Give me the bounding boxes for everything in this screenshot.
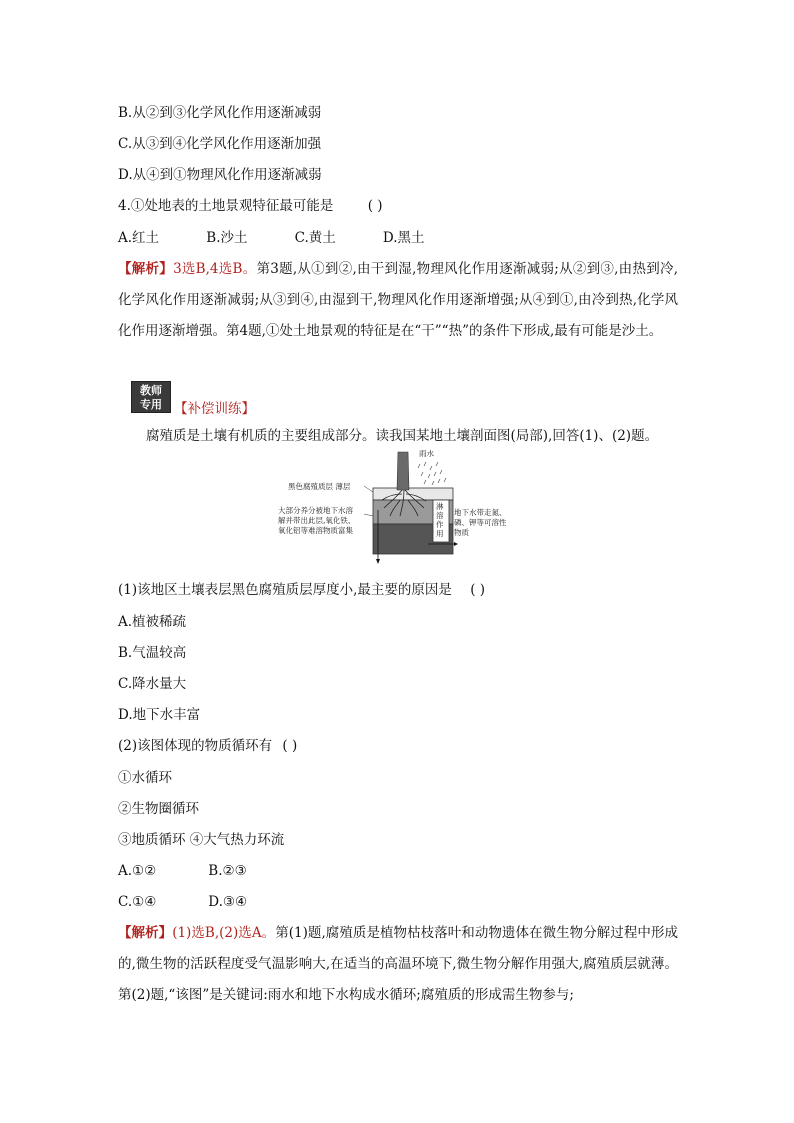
- rain-label: 雨水: [419, 449, 434, 458]
- option-2c: C.①④: [118, 894, 157, 910]
- right-note: [454, 508, 507, 538]
- left-note-2: 解并带出此层,氧化铁、: [278, 516, 356, 525]
- badge-line-1: 教师: [140, 384, 162, 397]
- option-1d: D.地下水丰富: [118, 707, 201, 723]
- left-note-1: 大部分养分被地下水溶: [278, 506, 353, 515]
- right-arrow-head: [454, 542, 458, 546]
- analysis-answer: 3选B,4选B。: [173, 261, 257, 277]
- option-3b: B.从②到③化学风化作用逐渐减弱: [118, 105, 322, 121]
- supplement-intro: 腐殖质是土壤有机质的主要组成部分。读我国某地土壤剖面图(局部),回答(1)、(2)题。: [146, 428, 659, 444]
- question-1-text: (1)该地区土壤表层黑色腐殖质层厚度小,最主要的原因是: [118, 582, 452, 598]
- option-4b: B.沙土: [206, 230, 248, 246]
- analysis-tag: 【解析】: [118, 261, 174, 277]
- right-note-2: 磷、钾等可溶性: [454, 518, 507, 527]
- answer-bracket: ( ): [367, 198, 383, 214]
- option-4a: A.红土: [118, 230, 160, 246]
- left-note-3: 氧化铝等难溶物质富集: [278, 526, 353, 535]
- analysis-body: 第(1)题,腐殖质是植物枯枝落叶和动物遗体在微生物分解过程中形成的,微生物的活跃程度受气温影响大,在适当的高温环境下,微生物分解作用强大,腐殖质层就薄。第(2)题,“该图”是关键词:雨水和地下水构成水循环;腐殖质的形成需生物参与;: [118, 925, 678, 1003]
- option-2d: D.③④: [208, 894, 248, 910]
- right-note-3: 物质: [454, 528, 469, 537]
- badge-line-2: 专用: [140, 398, 162, 411]
- answer-bracket: ( ): [470, 582, 486, 598]
- analysis-paragraph-1: [118, 254, 678, 347]
- q2-options-row-1: [118, 861, 247, 881]
- teacher-badge: [131, 381, 171, 413]
- question-4-options: [118, 228, 425, 248]
- question-2-text: (2)该图体现的物质循环有: [118, 738, 273, 754]
- rain-marks: [418, 462, 446, 485]
- option-3c: C.从③到④化学风化作用逐渐加强: [118, 136, 322, 152]
- q2-options-row-2: [118, 892, 247, 912]
- supplement-label: 【补偿训练】: [174, 401, 255, 417]
- question-4-stem: [118, 196, 383, 216]
- option-2a: A.①②: [118, 863, 157, 879]
- q2-item-1: ①水循环: [118, 770, 172, 786]
- option-1a: A.植被稀疏: [118, 614, 187, 630]
- q2-item-2: ②生物圈循环: [118, 801, 199, 817]
- option-2b: B.②③: [208, 863, 247, 879]
- option-1c: C.降水量大: [118, 676, 187, 692]
- tree-trunk: [397, 452, 409, 490]
- option-4c: C.黄土: [294, 230, 336, 246]
- analysis-body: 第3题,从①到②,由干到湿,物理风化作用逐渐减弱;从②到③,由热到冷,化学风化作用逐渐减弱;从③到④,由湿到干,物理风化作用逐渐增强;从④到①,由冷到热,化学风化作用逐渐增强。第4题,①处土地景观的特征是在“干”“热”的条件下形成,最有可能是沙土。: [118, 261, 679, 339]
- leaching-label: 淋溶作用: [436, 502, 444, 538]
- question-1-stem: [118, 580, 485, 600]
- question-2-stem: [118, 736, 297, 756]
- right-note-1: 地下水带走氮、: [454, 508, 507, 517]
- option-4d: D.黑土: [382, 230, 425, 246]
- option-3d: D.从④到①物理风化作用逐渐减弱: [118, 167, 322, 183]
- soil-profile-figure: [278, 450, 538, 578]
- left-note: [278, 506, 355, 536]
- answer-bracket: ( ): [282, 738, 298, 754]
- analysis-answer: (1)选B,(2)选A。: [172, 925, 276, 941]
- analysis-tag: 【解析】: [118, 925, 173, 941]
- question-4-text: 4.①处地表的土地景观特征最可能是: [118, 198, 334, 214]
- analysis-paragraph-2: [118, 918, 678, 1011]
- q2-item-3: ③地质循环 ④大气热力环流: [118, 832, 285, 848]
- left-arrow-head: [376, 559, 380, 564]
- humus-layer-label: 黑色腐殖质层 薄层: [288, 482, 351, 491]
- option-1b: B.气温较高: [118, 645, 187, 661]
